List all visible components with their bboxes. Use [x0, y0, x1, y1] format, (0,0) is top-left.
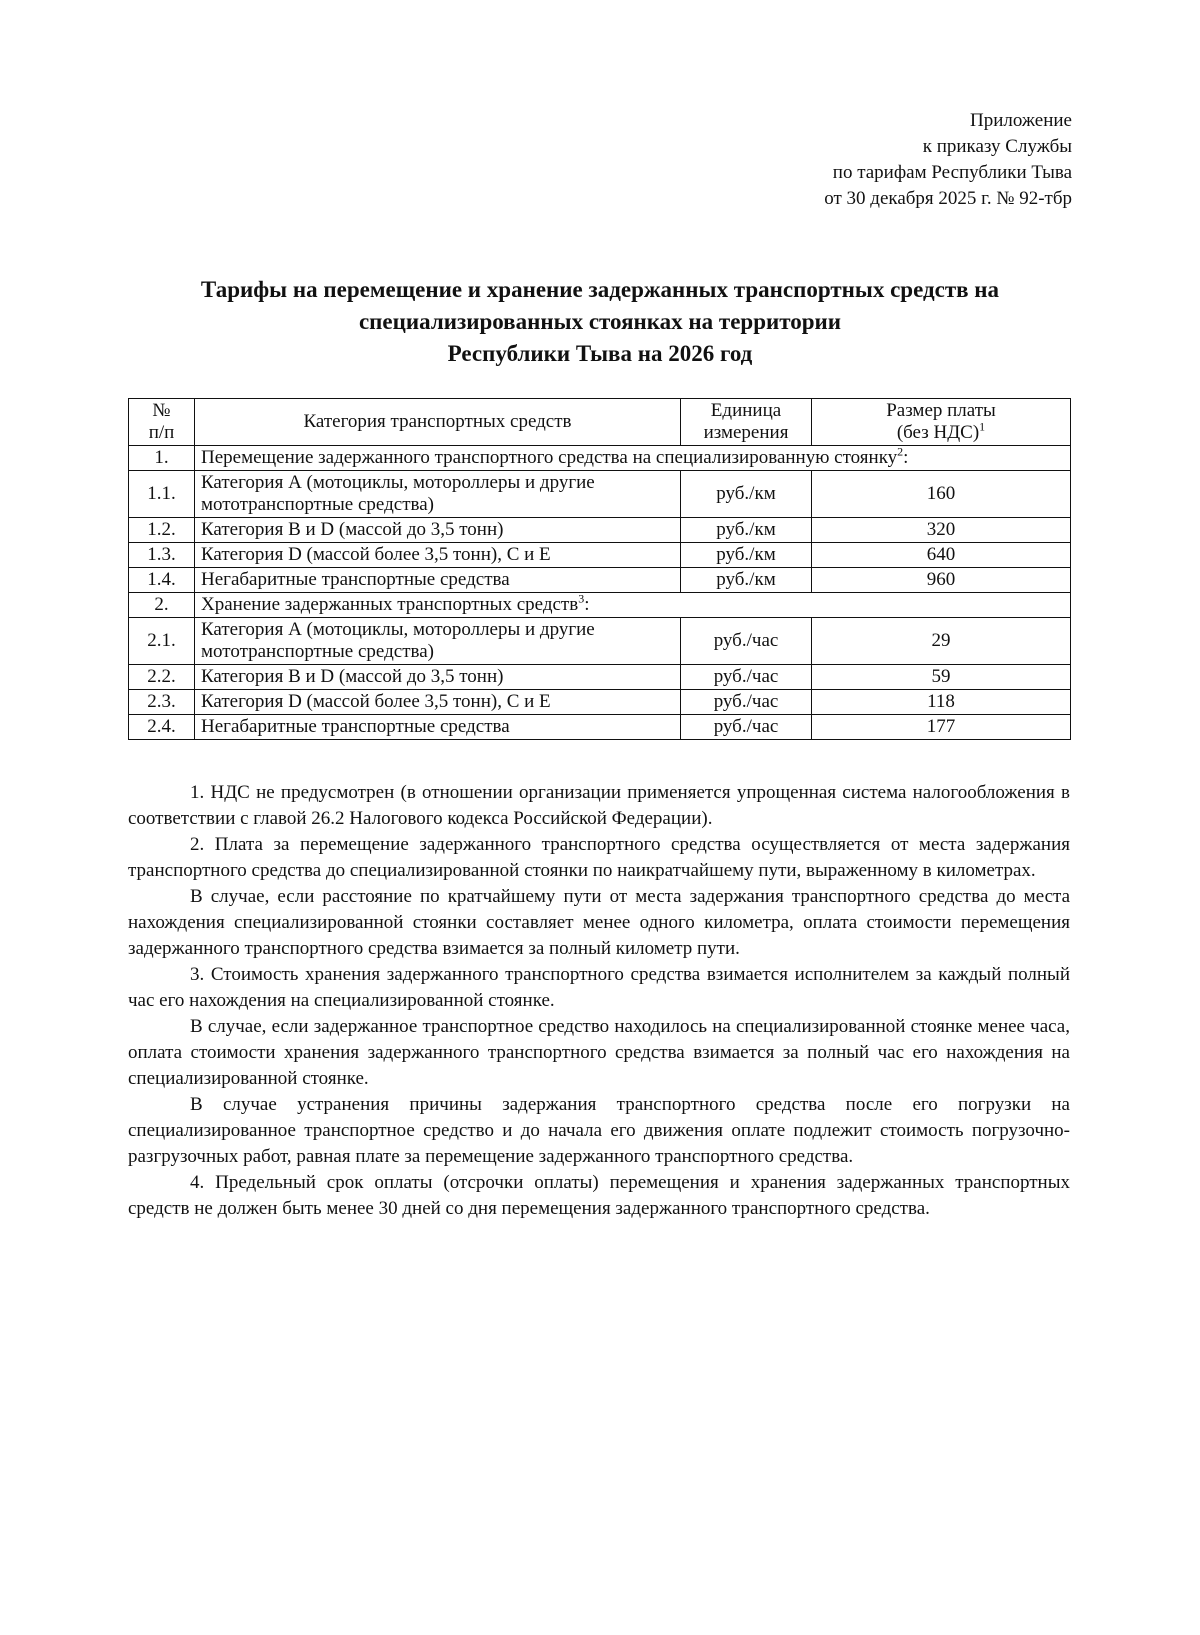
row-price: 160 [812, 471, 1071, 518]
row-category: Категория D (массой более 3,5 тонн), С и Е [195, 543, 681, 568]
row-price: 177 [812, 715, 1071, 740]
appendix-line: Приложение [970, 110, 1072, 131]
row-category: Негабаритные транспортные средства [195, 568, 681, 593]
header-unit-line1: Единица [710, 400, 782, 421]
table-row [129, 715, 1071, 740]
row-category: Категория А (мотоциклы, мотороллеры и другие мототранспортные средства) [195, 618, 681, 665]
table-row [129, 690, 1071, 715]
section-num: 1. [129, 446, 195, 471]
row-num: 2.2. [129, 665, 195, 690]
table-header-row [129, 399, 1071, 446]
row-unit: руб./км [681, 543, 812, 568]
title-line: Тарифы на перемещение и хранение задержанных транспортных средств на [200, 277, 1000, 302]
header-unit [681, 399, 812, 446]
section-row-storage [129, 593, 1071, 618]
row-price: 320 [812, 518, 1071, 543]
row-unit: руб./км [681, 471, 812, 518]
row-category: Категория D (массой более 3,5 тонн), С и Е [195, 690, 681, 715]
note-paragraph: 2. Плата за перемещение задержанного транспортного средства осуществляется от места задержания транспортного средства до специализированной стоянки по наикратчайшему пути, выраженному в километрах. [128, 834, 1070, 881]
row-price: 118 [812, 690, 1071, 715]
row-num: 1.2. [129, 518, 195, 543]
note-paragraph: 1. НДС не предусмотрен (в отношении организации применяется упрощенная система налогообложения в соответствии с главой 26.2 Налогового кодекса Российской Федерации). [128, 782, 1070, 829]
row-category: Категория B и D (массой до 3,5 тонн) [195, 665, 681, 690]
note-paragraph: В случае устранения причины задержания транспортного средства после его погрузки на специализированное транспортное средство и до начала его движения оплате подлежит стоимость погрузочно-разгрузочных работ, равная плате за перемещение задержанного транспортного средства. [128, 1094, 1070, 1167]
appendix-line: от 30 декабря 2025 г. № 92-тбр [824, 188, 1072, 209]
row-unit: руб./час [681, 690, 812, 715]
section-title-text: Перемещение задержанного транспортного средства на специализированную стоянку [201, 447, 898, 468]
section-num: 2. [129, 593, 195, 618]
document-title [120, 274, 1080, 370]
row-num: 1.1. [129, 471, 195, 518]
header-price-text: (без НДС) [896, 422, 980, 443]
table-row [129, 471, 1071, 518]
header-num-line2: п/п [148, 422, 175, 443]
row-unit: руб./час [681, 618, 812, 665]
tariff-table [128, 398, 1071, 740]
title-line: специализированных стоянках на территории [358, 309, 842, 334]
section-title-suffix: : [584, 594, 590, 615]
notes-section [128, 780, 1070, 1222]
section-row-transport [129, 446, 1071, 471]
appendix-header [824, 108, 1072, 212]
note-paragraph: В случае, если расстояние по кратчайшему пути от места задержания транспортного средства до места нахождения специализированной стоянки составляет менее одного километра, оплата стоимости перемещения задержанного транспортного средства взимается за полный километр пути. [128, 886, 1070, 959]
header-price [812, 399, 1071, 446]
row-num: 2.4. [129, 715, 195, 740]
header-category: Категория транспортных средств [195, 399, 681, 446]
row-unit: руб./км [681, 568, 812, 593]
footnote-ref: 2 [897, 444, 904, 459]
footnote-ref: 1 [979, 419, 986, 434]
section-title [195, 593, 1071, 618]
header-price-line2 [818, 419, 1064, 444]
footnote-ref: 3 [578, 591, 585, 606]
section-title [195, 446, 1071, 471]
table-row [129, 518, 1071, 543]
row-category: Негабаритные транспортные средства [195, 715, 681, 740]
note-paragraph: 4. Предельный срок оплаты (отсрочки оплаты) перемещения и хранения задержанных транспортных средств не должен быть менее 30 дней со дня перемещения задержанного транспортного средства. [128, 1172, 1070, 1219]
table-row [129, 543, 1071, 568]
row-unit: руб./час [681, 665, 812, 690]
note-paragraph: 3. Стоимость хранения задержанного транспортного средства взимается исполнителем за каждый полный час его нахождения на специализированной стоянке. [128, 964, 1070, 1011]
row-unit: руб./км [681, 518, 812, 543]
row-num: 1.3. [129, 543, 195, 568]
row-num: 2.1. [129, 618, 195, 665]
row-price: 29 [812, 618, 1071, 665]
table-row [129, 568, 1071, 593]
row-price: 59 [812, 665, 1071, 690]
row-category: Категория А (мотоциклы, мотороллеры и другие мототранспортные средства) [195, 471, 681, 518]
row-num: 2.3. [129, 690, 195, 715]
table-row [129, 665, 1071, 690]
row-num: 1.4. [129, 568, 195, 593]
row-unit: руб./час [681, 715, 812, 740]
section-title-suffix: : [903, 447, 909, 468]
appendix-line: к приказу Службы [922, 136, 1072, 157]
header-num [129, 399, 195, 446]
table-row [129, 618, 1071, 665]
header-price-line1: Размер платы [886, 400, 996, 421]
note-paragraph: В случае, если задержанное транспортное средство находилось на специализированной стоянке менее часа, оплата стоимости хранения задержанного транспортного средства взимается за полный час его нахождения на специализированной стоянке. [128, 1016, 1070, 1089]
row-price: 640 [812, 543, 1071, 568]
appendix-line: по тарифам Республики Тыва [832, 162, 1072, 183]
title-line: Республики Тыва на 2026 год [447, 341, 753, 366]
row-price: 960 [812, 568, 1071, 593]
section-title-text: Хранение задержанных транспортных средств [201, 594, 579, 615]
header-num-line1: № [152, 400, 171, 421]
row-category: Категория B и D (массой до 3,5 тонн) [195, 518, 681, 543]
header-unit-line2: измерения [703, 422, 789, 443]
